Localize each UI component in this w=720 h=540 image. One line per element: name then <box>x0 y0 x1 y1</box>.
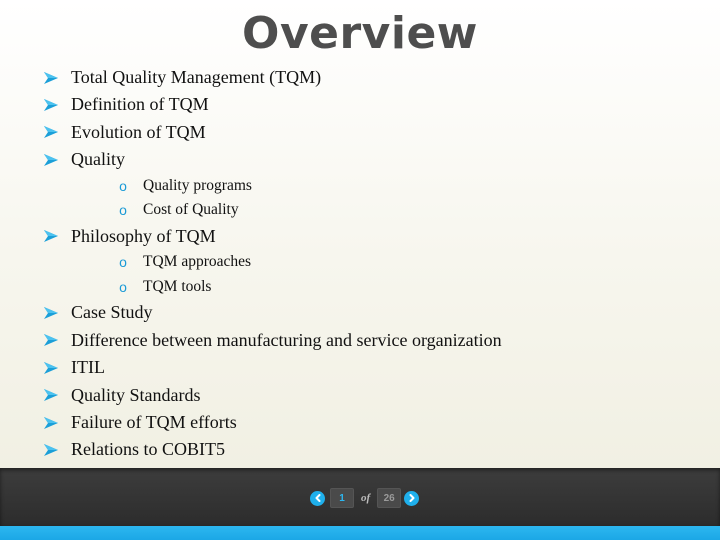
total-pages-indicator: 26 <box>377 488 401 508</box>
arrowhead-bullet-icon <box>44 436 60 463</box>
bullet-label: ITIL <box>71 357 105 378</box>
accent-strip <box>0 526 720 540</box>
sub-bullet-label: Quality programs <box>143 176 252 194</box>
arrowhead-bullet-icon <box>44 354 60 381</box>
arrowhead-bullet-icon <box>44 146 60 173</box>
bullet-item <box>44 382 714 409</box>
bullet-item <box>44 354 714 381</box>
arrowhead-bullet-icon <box>44 91 60 118</box>
ring-bullet-icon: o <box>119 278 127 295</box>
of-label: of <box>361 492 371 504</box>
bullet-item <box>44 64 714 91</box>
bullet-label: Quality Standards <box>71 384 201 405</box>
arrowhead-bullet-icon <box>44 119 60 146</box>
bullet-label: Relations to COBIT5 <box>71 439 225 460</box>
sub-bullet-item <box>44 250 714 275</box>
bullet-label: Failure of TQM efforts <box>71 411 237 432</box>
bullet-item <box>44 223 714 250</box>
sub-bullet-label: TQM approaches <box>143 253 252 271</box>
bullet-label: Case Study <box>71 302 153 323</box>
ring-bullet-icon: o <box>119 254 127 271</box>
sub-bullet-item <box>44 198 714 223</box>
arrowhead-bullet-icon <box>44 327 60 354</box>
bullet-item <box>44 119 714 146</box>
bullet-label: Quality <box>71 149 125 170</box>
sub-bullet-label: Cost of Quality <box>143 201 239 219</box>
arrowhead-bullet-icon <box>44 223 60 250</box>
sub-bullet-item <box>44 275 714 300</box>
slide-title: Overview <box>242 8 478 59</box>
arrowhead-bullet-icon <box>44 64 60 91</box>
arrowhead-bullet-icon <box>44 382 60 409</box>
bullet-item <box>44 299 714 326</box>
page-navigator <box>310 487 419 509</box>
chevron-right-icon <box>408 494 416 502</box>
next-page-button[interactable] <box>404 491 419 506</box>
bullet-item <box>44 91 714 118</box>
bullet-item <box>44 146 714 173</box>
bullet-label: Difference between manufacturing and service organization <box>71 329 502 350</box>
sub-bullet-label: TQM tools <box>143 277 212 295</box>
bullet-label: Definition of TQM <box>71 94 209 115</box>
previous-page-button[interactable] <box>310 491 325 506</box>
bullet-label: Total Quality Management (TQM) <box>71 67 322 87</box>
arrowhead-bullet-icon <box>44 299 60 326</box>
chevron-left-icon <box>314 494 322 502</box>
ring-bullet-icon: o <box>119 177 127 194</box>
sub-bullet-item <box>44 174 714 199</box>
bullet-item <box>44 436 714 463</box>
bullet-label: Philosophy of TQM <box>71 225 216 246</box>
bullet-item <box>44 409 714 436</box>
ring-bullet-icon: o <box>119 202 127 219</box>
bullet-label: Evolution of TQM <box>71 121 206 142</box>
bullet-list <box>44 64 714 464</box>
current-page-field[interactable]: 1 <box>330 488 354 508</box>
bullet-item <box>44 327 714 354</box>
arrowhead-bullet-icon <box>44 409 60 436</box>
